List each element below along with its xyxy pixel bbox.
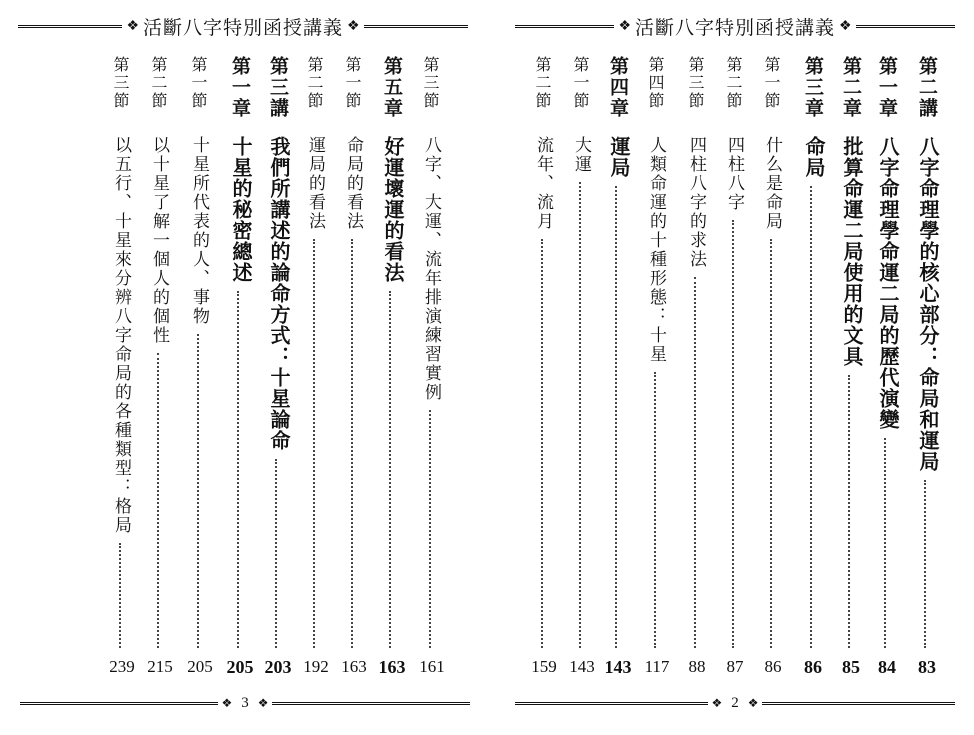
- footer-rule-right: [762, 702, 955, 705]
- ornament-icon: ❖: [711, 696, 723, 710]
- ornament-icon: ❖: [126, 18, 139, 34]
- toc-entry-label: 第二節: [149, 56, 168, 110]
- toc-entry-title: 以十星了解一個人的個性: [149, 136, 169, 345]
- toc-entry: [303, 56, 329, 676]
- toc-entry-label: 第五章: [381, 56, 403, 119]
- ornament-icon: ❖: [347, 18, 360, 34]
- toc-entry-label: 第一節: [189, 56, 208, 110]
- toc-entry-title: 以五行、十星來分辨八字命局的各種類型：格局: [111, 136, 131, 535]
- toc-entry: [874, 56, 900, 677]
- toc-entry: [187, 56, 213, 676]
- page-footer: [20, 693, 470, 713]
- toc-entry-title: 流年、流月: [533, 136, 553, 231]
- toc-entry-label: 第二節: [724, 56, 743, 110]
- toc-entry: [684, 56, 710, 676]
- leader-dots: [579, 182, 581, 648]
- leader-dots: [237, 291, 239, 648]
- toc-entry-title: 四柱八字的求法: [686, 136, 706, 269]
- toc-entry: [604, 56, 632, 677]
- page-footer: [515, 693, 955, 713]
- toc-entry-page: 143: [569, 657, 595, 676]
- header-rule-left: [515, 25, 614, 28]
- leader-dots: [429, 410, 431, 648]
- toc-entry-page: 83: [918, 657, 936, 677]
- toc-entry-page: 86: [764, 657, 782, 676]
- toc-entry-label: 第四章: [607, 56, 629, 119]
- footer-rule-left: [20, 702, 218, 705]
- toc-entry-title: 八字命理學的核心部分：命局和運局: [916, 136, 940, 472]
- toc-entry-title: 命局的看法: [343, 136, 363, 231]
- toc-entry: [419, 56, 445, 676]
- leader-dots: [275, 459, 277, 648]
- ornament-icon: ❖: [618, 18, 631, 34]
- page-number: 2: [731, 694, 739, 711]
- toc-entry: [147, 56, 173, 676]
- toc-entry-page: 143: [604, 657, 632, 677]
- leader-dots: [848, 375, 850, 648]
- footer-rule-left: [515, 702, 708, 705]
- toc-entry: [800, 56, 826, 677]
- toc-entry-title: 命局: [802, 136, 826, 178]
- toc-entry-page: 163: [341, 657, 367, 676]
- leader-dots: [694, 277, 696, 648]
- toc-entry-page: 203: [264, 657, 292, 677]
- leader-dots: [119, 543, 121, 648]
- toc-entry-title: 運局的看法: [305, 136, 325, 231]
- toc-entry-label: 第一節: [762, 56, 781, 110]
- toc-entry-title: 四柱八字: [724, 136, 744, 212]
- toc-entry: [569, 56, 595, 676]
- page-number: 3: [241, 694, 249, 711]
- leader-dots: [389, 291, 391, 648]
- ornament-icon: ❖: [747, 696, 759, 710]
- toc-entry-page: 239: [109, 657, 135, 676]
- toc-entry-label: 第一章: [876, 56, 898, 119]
- page-header: [18, 12, 468, 40]
- toc-entry-title: 八字命理學命運二局的歷代演變: [876, 136, 900, 430]
- toc-entry-title: 運局: [607, 136, 631, 178]
- header-rule-right: [856, 25, 955, 28]
- toc-entry-label: 第二章: [840, 56, 862, 119]
- toc-entry: [914, 56, 940, 677]
- toc-entry-page: 159: [531, 657, 557, 676]
- toc-entry-label: 第一節: [571, 56, 590, 110]
- toc-entry-title: 八字、大運、流年排演練習實例: [421, 136, 441, 402]
- leader-dots: [884, 438, 886, 648]
- toc-entry-label: 第三節: [686, 56, 705, 110]
- toc-entry-title: 我們所講述的論命方式：十星論命: [267, 136, 291, 451]
- toc-entry-title: 大運: [571, 136, 591, 174]
- leader-dots: [732, 220, 734, 648]
- leader-dots: [541, 239, 543, 648]
- toc-entry-label: 第二節: [305, 56, 324, 110]
- toc-entry-label: 第二節: [533, 56, 552, 110]
- leader-dots: [810, 186, 812, 648]
- toc-entry-page: 205: [187, 657, 213, 676]
- toc-entry-label: 第三講: [267, 56, 289, 119]
- leader-dots: [654, 372, 656, 648]
- toc-entry-page: 85: [842, 657, 860, 677]
- toc-entry-label: 第四節: [646, 56, 665, 110]
- toc-entry: [531, 56, 557, 676]
- leader-dots: [770, 239, 772, 648]
- header-rule-left: [18, 25, 122, 28]
- toc-entry-label: 第三節: [421, 56, 440, 110]
- header-title: 活斷八字特別函授講義: [635, 16, 836, 39]
- toc-entry-title: 好運壞運的看法: [381, 136, 405, 283]
- toc-entry-page: 84: [878, 657, 896, 677]
- toc-entry-title: 人類命運的十種形態：十星: [646, 136, 666, 364]
- page-header: [515, 12, 955, 40]
- leader-dots: [197, 334, 199, 648]
- footer-rule-right: [272, 702, 470, 705]
- toc-entry-page: 88: [688, 657, 706, 676]
- leader-dots: [351, 239, 353, 648]
- toc-entry-title: 十星的秘密總述: [229, 136, 253, 283]
- toc-entry: [109, 56, 135, 676]
- leader-dots: [313, 239, 315, 648]
- toc-entry-label: 第一章: [229, 56, 251, 119]
- toc-entry: [264, 56, 292, 677]
- toc-entry-page: 205: [226, 657, 254, 677]
- toc-entry-label: 第二講: [916, 56, 938, 119]
- ornament-icon: ❖: [221, 696, 233, 710]
- header-title: 活斷八字特別函授講義: [143, 16, 344, 39]
- toc-entry-page: 117: [644, 657, 670, 676]
- right-page: [487, 0, 974, 735]
- toc-entry-page: 163: [378, 657, 406, 677]
- toc-entry: [722, 56, 748, 676]
- leader-dots: [924, 480, 926, 648]
- toc-entry: [760, 56, 786, 676]
- toc-entry-label: 第三章: [802, 56, 824, 119]
- header-rule-right: [364, 25, 468, 28]
- toc-entry-page: 87: [726, 657, 744, 676]
- toc-entry-page: 192: [303, 657, 329, 676]
- ornament-icon: ❖: [839, 18, 852, 34]
- toc-entry-page: 161: [419, 657, 445, 676]
- toc-entry-title: 什么是命局: [762, 136, 782, 231]
- toc-entry-page: 86: [804, 657, 822, 677]
- leader-dots: [157, 353, 159, 648]
- toc-entry: [341, 56, 367, 676]
- toc-entry-label: 第一節: [343, 56, 362, 110]
- toc-entry: [226, 56, 254, 677]
- toc-entry: [644, 56, 670, 676]
- toc-entry: [378, 56, 406, 677]
- ornament-icon: ❖: [257, 696, 269, 710]
- toc-entry-page: 215: [147, 657, 173, 676]
- leader-dots: [615, 186, 617, 648]
- toc-entry-title: 批算命運二局使用的文具: [840, 136, 864, 367]
- toc-entry-label: 第三節: [111, 56, 130, 110]
- toc-entry: [838, 56, 864, 677]
- toc-entry-title: 十星所代表的人、事物: [189, 136, 209, 326]
